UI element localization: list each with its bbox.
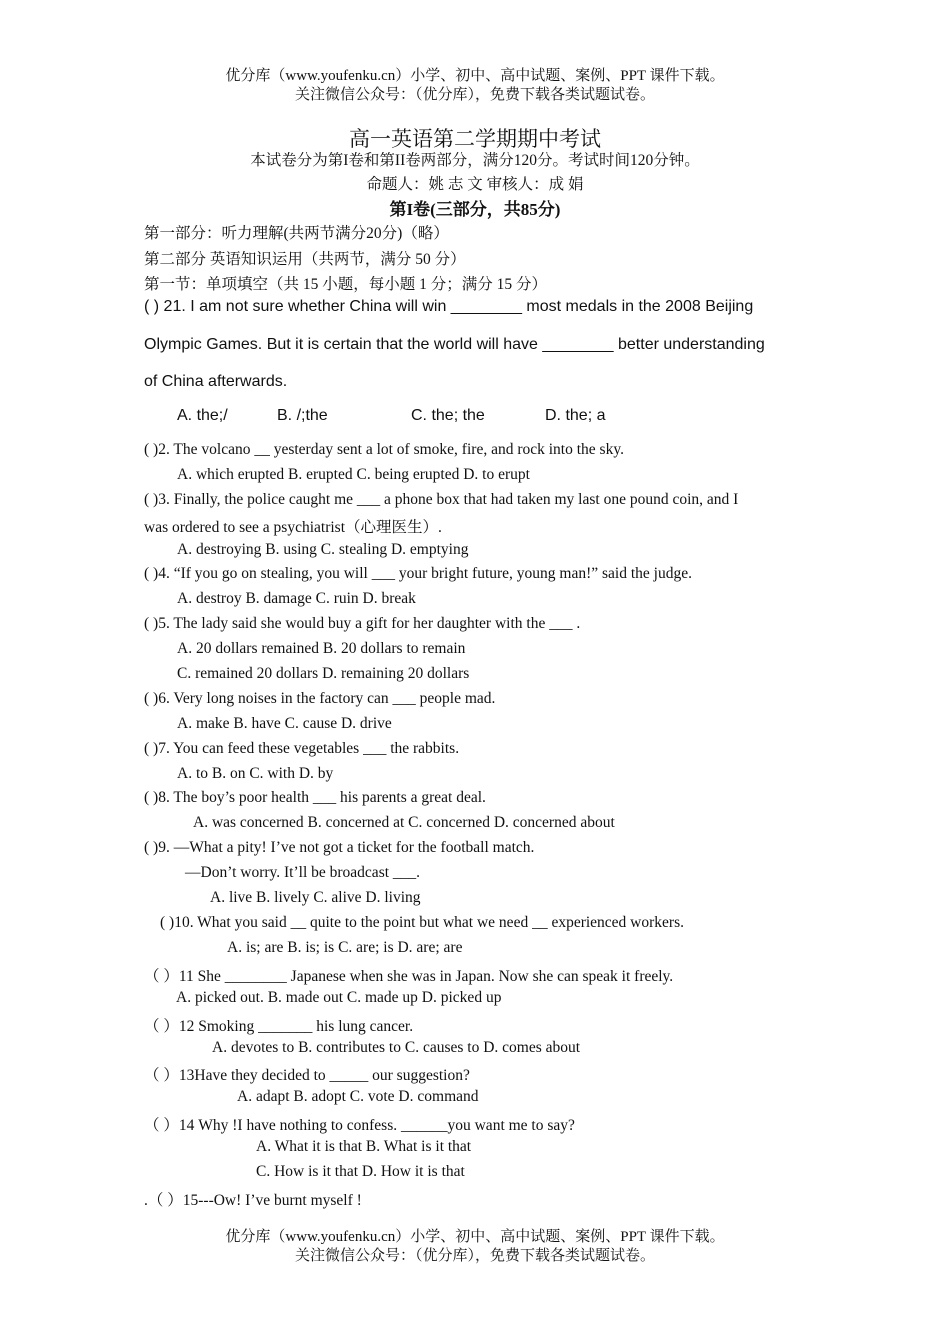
question-13: （ ）13Have they decided to _____ our suggestion? xyxy=(144,1067,470,1084)
question-5: ( )5. The lady said she would buy a gift for her daughter with the ___ . xyxy=(144,615,581,632)
question-12: （ ）12 Smoking _______ his lung cancer. xyxy=(144,1018,414,1035)
section1-heading: 第一节：单项填空（共 15 小题，每小题 1 分；满分 15 分） xyxy=(144,276,548,293)
question-11: （ ）11 She ________ Japanese when she was in Japan. Now she can speak it freely. xyxy=(144,968,674,985)
question-7: ( )7. You can feed these vegetables ___ the rabbits. xyxy=(144,740,460,757)
question-10-options: A. is; are B. is; is C. are; is D. are; are xyxy=(227,939,463,956)
question-4-options: A. destroy B. damage C. ruin D. break xyxy=(177,590,416,607)
question-2: ( )2. The volcano __ yesterday sent a lot of smoke, fire, and rock into the sky. xyxy=(144,441,624,458)
question-21-option-c: C. the; the xyxy=(411,407,485,424)
question-9-line2: —Don’t worry. It’ll be broadcast ___. xyxy=(185,864,421,881)
page-footer xyxy=(0,1228,950,1266)
question-10: ( )10. What you said __ quite to the point but what we need __ experienced workers. xyxy=(160,914,684,931)
exam-intro: 本试卷分为第I卷和第II卷两部分，满分120分。考试时间120分钟。 xyxy=(250,152,700,169)
question-9-options: A. live B. lively C. alive D. living xyxy=(210,889,421,906)
part2-heading: 第二部分 英语知识运用（共两节，满分 50 分） xyxy=(144,251,466,268)
question-6: ( )6. Very long noises in the factory can ___ people mad. xyxy=(144,690,496,707)
question-21-line1: ( ) 21. I am not sure whether China will win ________ most medals in the 2008 Beijing xyxy=(144,298,754,315)
question-8: ( )8. The boy’s poor health ___ his parents a great deal. xyxy=(144,789,486,806)
footer-line-2: 关注微信公众号：（优分库），免费下载各类试题试卷。 xyxy=(294,1248,655,1264)
question-6-options: A. make B. have C. cause D. drive xyxy=(177,715,392,732)
header-line-2: 关注微信公众号：（优分库），免费下载各类试题试卷。 xyxy=(294,87,655,103)
question-3-line2: was ordered to see a psychiatrist（心理医生）. xyxy=(144,519,442,536)
question-9-line1: ( )9. —What a pity! I’ve not got a ticket for the football match. xyxy=(144,839,535,856)
question-8-options: A. was concerned B. concerned at C. concerned D. concerned about xyxy=(193,814,615,831)
question-13-options: A. adapt B. adopt C. vote D. command xyxy=(237,1088,479,1105)
question-21-option-b: B. /;the xyxy=(277,407,328,424)
question-4: ( )4. “If you go on stealing, you will ___ your bright future, young man!” said the judge. xyxy=(144,565,692,582)
question-14: （ ）14 Why !I have nothing to confess. ______you want me to say? xyxy=(144,1117,575,1134)
question-21-option-a: A. the;/ xyxy=(177,407,228,424)
question-12-options: A. devotes to B. contributes to C. causes to D. comes about xyxy=(212,1039,581,1056)
exam-title: 高一英语第二学期期中考试 xyxy=(349,127,601,151)
question-11-options: A. picked out. B. made out C. made up D. picked up xyxy=(176,989,502,1006)
exam-authors: 命题人：姚 志 文 审核人：成 娟 xyxy=(366,176,584,193)
question-5-options-2: C. remained 20 dollars D. remaining 20 dollars xyxy=(177,665,470,682)
question-2-options: A. which erupted B. erupted C. being erupted D. to erupt xyxy=(177,466,530,483)
question-14-options-2: C. How is it that D. How it is that xyxy=(256,1163,465,1180)
question-7-options: A. to B. on C. with D. by xyxy=(177,765,334,782)
question-3-options: A. destroying B. using C. stealing D. emptying xyxy=(177,541,469,558)
question-21-line3: of China afterwards. xyxy=(144,373,288,390)
footer-line-1: 优分库（www.youfenku.cn）小学、初中、高中试题、案例、PPT 课件下载。 xyxy=(225,1229,725,1245)
question-3-line1: ( )3. Finally, the police caught me ___ a phone box that had taken my last one pound coin, and I xyxy=(144,491,739,508)
part1-heading: 第一部分：听力理解(共两节满分20分)（略） xyxy=(144,225,449,242)
question-21-line2: Olympic Games. But it is certain that the world will have ________ better understanding xyxy=(144,336,765,353)
header-line-1: 优分库（www.youfenku.cn）小学、初中、高中试题、案例、PPT 课件下载。 xyxy=(225,68,725,84)
question-5-options-1: A. 20 dollars remained B. 20 dollars to remain xyxy=(177,640,466,657)
question-15: .（ ）15---Ow! I’ve burnt myself ! xyxy=(144,1192,362,1209)
question-21-option-d: D. the; a xyxy=(545,407,606,424)
volume-heading: 第I卷(三部分，共85分) xyxy=(389,200,561,219)
page-header xyxy=(0,67,950,105)
question-14-options-1: A. What it is that B. What is it that xyxy=(256,1138,472,1155)
